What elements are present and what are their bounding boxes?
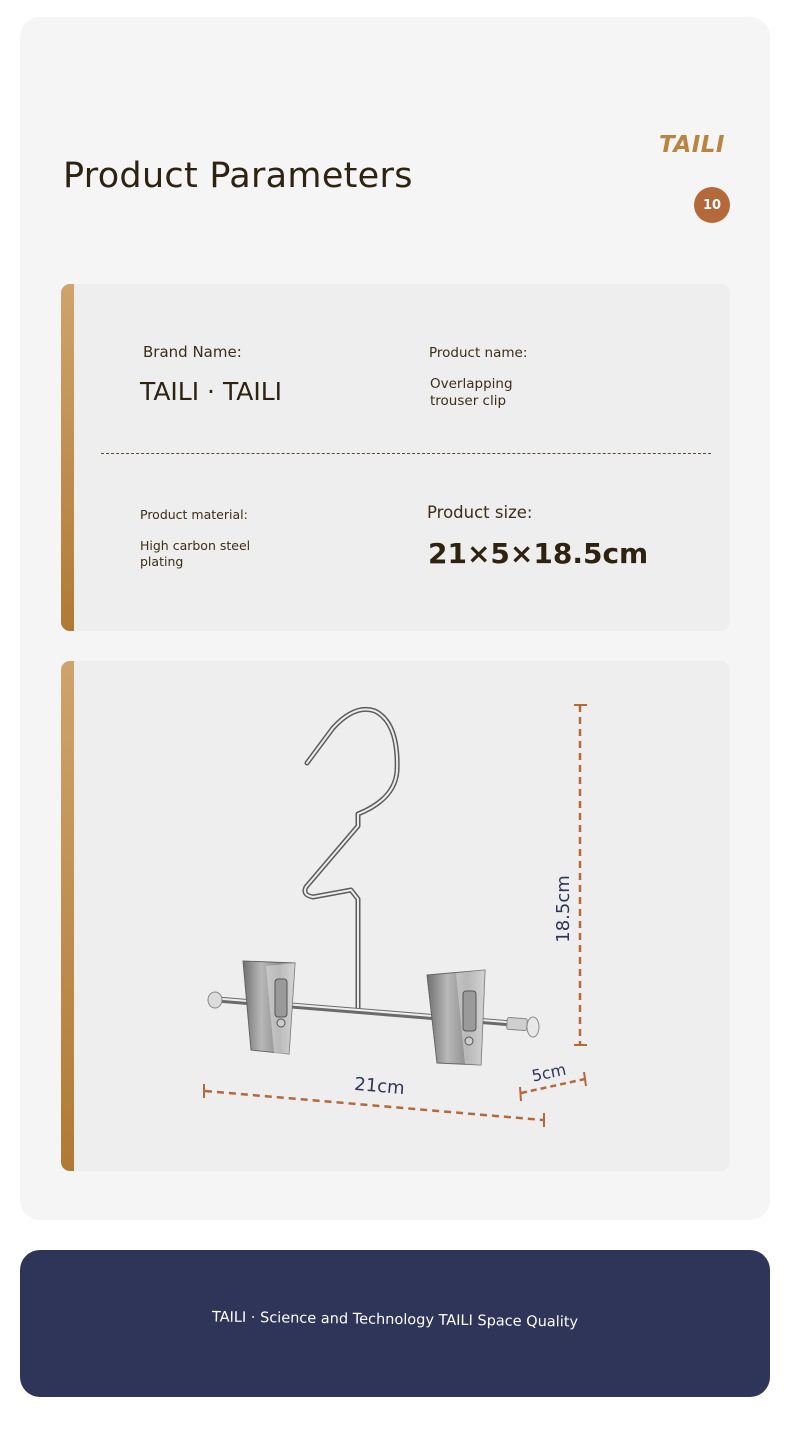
hanger-diagram <box>61 661 730 1171</box>
product-name-label: Product name: <box>429 345 528 361</box>
product-material-value: High carbon steel plating <box>140 538 251 569</box>
right-clip <box>427 970 485 1065</box>
footer-slogan: TAILI · Science and Technology TAILI Space Quality <box>211 1309 579 1331</box>
brand-name-value: TAILI · TAILI <box>140 377 283 406</box>
section-divider <box>101 453 711 454</box>
width-dimension-label: 21cm <box>353 1073 406 1100</box>
product-material-label: Product material: <box>140 507 248 522</box>
product-name-value: Overlapping trouser clip <box>430 376 513 409</box>
depth-dimension-label: 5cm <box>529 1059 568 1086</box>
brand-logo: TAILI <box>659 132 725 158</box>
page-number-badge: 10 <box>694 187 730 223</box>
panel-accent-bar <box>61 284 74 631</box>
parameters-panel <box>61 284 730 631</box>
product-size-value: 21×5×18.5cm <box>428 537 649 570</box>
height-dimension-line <box>574 705 587 1045</box>
footer-banner <box>20 1250 770 1397</box>
product-size-label: Product size: <box>427 503 533 522</box>
hanger-hook <box>305 709 397 1009</box>
height-dimension-label: 18.5cm <box>553 875 574 943</box>
page-title: Product Parameters <box>63 156 413 196</box>
product-image-panel <box>61 661 730 1171</box>
left-clip <box>243 961 295 1054</box>
brand-name-label: Brand Name: <box>143 343 242 361</box>
